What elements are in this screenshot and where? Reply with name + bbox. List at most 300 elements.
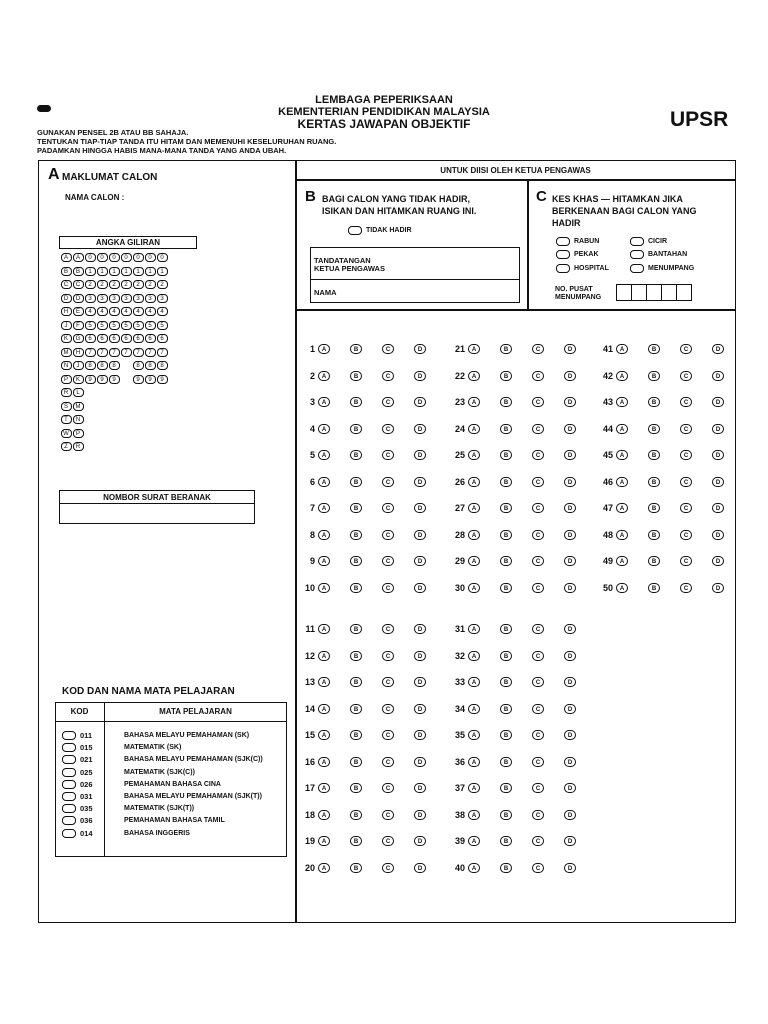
grid-bubble[interactable]: 2 (121, 280, 132, 289)
answer-bubble[interactable]: D (564, 344, 576, 354)
answer-bubble[interactable]: A (468, 704, 480, 714)
answer-bubble[interactable]: C (532, 863, 544, 873)
special-case-option[interactable] (630, 264, 694, 273)
answer-bubble[interactable]: C (382, 677, 394, 687)
subject-row[interactable] (62, 731, 249, 740)
answer-bubble[interactable]: D (414, 757, 426, 767)
answer-bubble[interactable]: A (468, 583, 480, 593)
answer-bubble[interactable]: C (382, 371, 394, 381)
answer-bubble[interactable]: D (414, 783, 426, 793)
answer-bubble[interactable]: A (318, 757, 330, 767)
grid-bubble[interactable]: P (73, 429, 84, 438)
answer-bubble[interactable]: A (616, 344, 628, 354)
grid-bubble[interactable]: 9 (97, 375, 108, 384)
answer-bubble[interactable]: B (500, 371, 512, 381)
answer-bubble[interactable]: D (414, 836, 426, 846)
answer-bubble[interactable]: B (648, 556, 660, 566)
grid-bubble[interactable]: 4 (145, 307, 156, 316)
grid-bubble[interactable]: 0 (157, 253, 168, 262)
answer-bubble[interactable]: D (414, 450, 426, 460)
answer-bubble[interactable]: B (350, 730, 362, 740)
subject-bubble[interactable] (62, 755, 76, 764)
grid-bubble[interactable]: 6 (133, 334, 144, 343)
answer-bubble[interactable]: A (616, 450, 628, 460)
answer-bubble[interactable]: D (414, 863, 426, 873)
answer-bubble[interactable]: B (350, 624, 362, 634)
answer-bubble[interactable]: C (382, 757, 394, 767)
grid-bubble[interactable]: 5 (145, 321, 156, 330)
answer-bubble[interactable]: B (350, 783, 362, 793)
grid-bubble[interactable]: 3 (133, 294, 144, 303)
grid-bubble[interactable]: C (73, 280, 84, 289)
answer-bubble[interactable]: D (564, 810, 576, 820)
special-case-bubble[interactable] (630, 264, 644, 273)
answer-bubble[interactable]: D (414, 624, 426, 634)
grid-bubble[interactable]: 6 (97, 334, 108, 343)
answer-bubble[interactable]: A (318, 344, 330, 354)
grid-bubble[interactable]: C (61, 280, 72, 289)
answer-bubble[interactable]: B (350, 344, 362, 354)
grid-bubble[interactable]: B (73, 267, 84, 276)
subject-bubble[interactable] (62, 731, 76, 740)
grid-bubble[interactable]: M (73, 402, 84, 411)
answer-bubble[interactable]: C (680, 556, 692, 566)
answer-bubble[interactable]: B (648, 477, 660, 487)
grid-bubble[interactable]: 7 (133, 348, 144, 357)
answer-bubble[interactable]: B (500, 503, 512, 513)
grid-bubble[interactable]: 9 (157, 375, 168, 384)
grid-bubble[interactable]: 9 (133, 375, 144, 384)
grid-bubble[interactable]: J (61, 321, 72, 330)
grid-bubble[interactable]: 1 (109, 267, 120, 276)
answer-bubble[interactable]: A (616, 556, 628, 566)
grid-bubble[interactable]: 7 (97, 348, 108, 357)
answer-bubble[interactable]: D (414, 730, 426, 740)
answer-bubble[interactable]: C (382, 477, 394, 487)
answer-bubble[interactable]: D (414, 503, 426, 513)
grid-bubble[interactable]: E (73, 307, 84, 316)
answer-bubble[interactable]: D (712, 450, 724, 460)
grid-bubble[interactable]: F (73, 321, 84, 330)
answer-bubble[interactable]: C (532, 624, 544, 634)
grid-bubble[interactable]: 8 (157, 361, 168, 370)
answer-bubble[interactable]: C (680, 450, 692, 460)
grid-bubble[interactable]: 8 (133, 361, 144, 370)
answer-bubble[interactable]: D (414, 477, 426, 487)
grid-bubble[interactable]: 4 (133, 307, 144, 316)
grid-bubble[interactable]: 5 (157, 321, 168, 330)
answer-bubble[interactable]: A (468, 503, 480, 513)
answer-bubble[interactable]: C (680, 583, 692, 593)
answer-bubble[interactable]: A (318, 677, 330, 687)
answer-bubble[interactable]: C (532, 344, 544, 354)
answer-bubble[interactable]: A (616, 477, 628, 487)
answer-bubble[interactable]: B (500, 530, 512, 540)
answer-bubble[interactable]: C (532, 836, 544, 846)
answer-bubble[interactable]: D (414, 397, 426, 407)
answer-bubble[interactable]: D (564, 677, 576, 687)
subject-row[interactable] (62, 804, 194, 813)
answer-bubble[interactable]: A (318, 836, 330, 846)
answer-bubble[interactable]: D (414, 556, 426, 566)
grid-bubble[interactable]: 4 (121, 307, 132, 316)
answer-bubble[interactable]: D (712, 583, 724, 593)
answer-bubble[interactable]: D (414, 704, 426, 714)
answer-bubble[interactable]: C (680, 503, 692, 513)
answer-bubble[interactable]: A (468, 651, 480, 661)
answer-bubble[interactable]: D (414, 651, 426, 661)
answer-bubble[interactable]: D (564, 424, 576, 434)
answer-bubble[interactable]: B (350, 450, 362, 460)
answer-bubble[interactable]: D (564, 624, 576, 634)
grid-bubble[interactable]: 4 (97, 307, 108, 316)
answer-bubble[interactable]: A (318, 371, 330, 381)
answer-bubble[interactable]: D (564, 704, 576, 714)
answer-bubble[interactable]: A (468, 730, 480, 740)
grid-bubble[interactable]: T (61, 415, 72, 424)
answer-bubble[interactable]: B (350, 757, 362, 767)
answer-bubble[interactable]: A (468, 450, 480, 460)
answer-bubble[interactable]: A (318, 424, 330, 434)
answer-bubble[interactable]: B (648, 397, 660, 407)
answer-bubble[interactable]: B (648, 583, 660, 593)
grid-bubble[interactable]: 5 (133, 321, 144, 330)
answer-bubble[interactable]: C (532, 556, 544, 566)
answer-bubble[interactable]: B (500, 730, 512, 740)
answer-bubble[interactable]: C (680, 344, 692, 354)
answer-bubble[interactable]: B (350, 503, 362, 513)
answer-bubble[interactable]: D (414, 530, 426, 540)
answer-bubble[interactable]: B (350, 477, 362, 487)
answer-bubble[interactable]: D (414, 344, 426, 354)
subject-bubble[interactable] (62, 780, 76, 789)
answer-bubble[interactable]: C (382, 450, 394, 460)
answer-bubble[interactable]: A (616, 424, 628, 434)
grid-bubble[interactable]: 2 (133, 280, 144, 289)
answer-bubble[interactable]: C (532, 677, 544, 687)
answer-bubble[interactable]: B (500, 424, 512, 434)
special-case-bubble[interactable] (630, 250, 644, 259)
answer-bubble[interactable]: B (500, 556, 512, 566)
answer-bubble[interactable]: C (382, 783, 394, 793)
answer-bubble[interactable]: C (532, 503, 544, 513)
grid-bubble[interactable]: W (61, 429, 72, 438)
answer-bubble[interactable]: C (532, 424, 544, 434)
answer-bubble[interactable]: A (468, 836, 480, 846)
special-case-bubble[interactable] (556, 264, 570, 273)
grid-bubble[interactable]: 1 (121, 267, 132, 276)
grid-bubble[interactable]: 8 (145, 361, 156, 370)
grid-bubble[interactable]: J (73, 361, 84, 370)
grid-bubble[interactable]: G (73, 334, 84, 343)
answer-bubble[interactable]: C (382, 556, 394, 566)
answer-bubble[interactable]: C (382, 424, 394, 434)
grid-bubble[interactable]: N (61, 361, 72, 370)
answer-bubble[interactable]: D (414, 677, 426, 687)
answer-bubble[interactable]: C (532, 477, 544, 487)
grid-bubble[interactable]: 8 (109, 361, 120, 370)
grid-bubble[interactable]: D (61, 294, 72, 303)
answer-bubble[interactable]: A (468, 397, 480, 407)
grid-bubble[interactable]: M (61, 348, 72, 357)
answer-bubble[interactable]: A (616, 503, 628, 513)
answer-bubble[interactable]: C (532, 783, 544, 793)
answer-bubble[interactable]: C (680, 424, 692, 434)
answer-bubble[interactable]: A (318, 783, 330, 793)
answer-bubble[interactable]: D (712, 344, 724, 354)
grid-bubble[interactable]: 1 (145, 267, 156, 276)
answer-bubble[interactable]: B (648, 424, 660, 434)
answer-bubble[interactable]: C (382, 836, 394, 846)
answer-bubble[interactable]: C (382, 530, 394, 540)
answer-bubble[interactable]: D (564, 397, 576, 407)
grid-bubble[interactable]: 7 (121, 348, 132, 357)
answer-bubble[interactable]: C (680, 397, 692, 407)
grid-bubble[interactable]: 0 (97, 253, 108, 262)
answer-bubble[interactable]: A (318, 477, 330, 487)
answer-bubble[interactable]: B (648, 530, 660, 540)
grid-bubble[interactable]: 9 (145, 375, 156, 384)
special-case-option[interactable] (630, 237, 667, 246)
special-case-option[interactable] (556, 264, 609, 273)
grid-bubble[interactable]: 1 (85, 267, 96, 276)
grid-bubble[interactable]: 1 (133, 267, 144, 276)
answer-bubble[interactable]: D (564, 783, 576, 793)
answer-bubble[interactable]: C (382, 810, 394, 820)
answer-bubble[interactable]: C (382, 344, 394, 354)
grid-bubble[interactable]: 5 (97, 321, 108, 330)
answer-bubble[interactable]: B (500, 757, 512, 767)
answer-bubble[interactable]: D (564, 477, 576, 487)
grid-bubble[interactable]: 3 (121, 294, 132, 303)
answer-bubble[interactable]: B (648, 503, 660, 513)
answer-bubble[interactable]: B (500, 624, 512, 634)
answer-bubble[interactable]: A (468, 556, 480, 566)
grid-bubble[interactable]: D (73, 294, 84, 303)
answer-bubble[interactable]: B (500, 863, 512, 873)
answer-bubble[interactable]: B (500, 704, 512, 714)
absent-option[interactable] (348, 226, 412, 235)
answer-bubble[interactable]: D (564, 651, 576, 661)
grid-bubble[interactable]: 7 (109, 348, 120, 357)
grid-bubble[interactable]: H (73, 348, 84, 357)
answer-bubble[interactable]: D (414, 371, 426, 381)
answer-bubble[interactable]: C (532, 397, 544, 407)
answer-bubble[interactable]: D (564, 450, 576, 460)
answer-bubble[interactable]: D (712, 556, 724, 566)
answer-bubble[interactable]: A (468, 344, 480, 354)
grid-bubble[interactable]: 3 (97, 294, 108, 303)
answer-bubble[interactable]: B (500, 397, 512, 407)
answer-bubble[interactable]: C (382, 730, 394, 740)
special-case-option[interactable] (556, 237, 599, 246)
answer-bubble[interactable]: A (468, 783, 480, 793)
grid-bubble[interactable]: Z (61, 442, 72, 451)
grid-bubble[interactable]: B (61, 267, 72, 276)
grid-bubble[interactable]: 3 (145, 294, 156, 303)
grid-bubble[interactable]: 7 (157, 348, 168, 357)
answer-bubble[interactable]: D (564, 371, 576, 381)
answer-bubble[interactable]: A (318, 863, 330, 873)
answer-bubble[interactable]: A (616, 583, 628, 593)
answer-bubble[interactable]: A (318, 450, 330, 460)
answer-bubble[interactable]: C (532, 450, 544, 460)
subject-row[interactable] (62, 816, 225, 825)
answer-bubble[interactable]: A (616, 397, 628, 407)
answer-bubble[interactable]: A (468, 757, 480, 767)
grid-bubble[interactable]: 4 (109, 307, 120, 316)
centre-number-boxes[interactable] (616, 284, 692, 301)
answer-bubble[interactable]: B (350, 583, 362, 593)
answer-bubble[interactable]: C (532, 530, 544, 540)
absent-bubble[interactable] (348, 226, 362, 235)
answer-bubble[interactable]: D (564, 730, 576, 740)
answer-bubble[interactable]: A (318, 651, 330, 661)
special-case-option[interactable] (630, 250, 687, 259)
answer-bubble[interactable]: D (712, 371, 724, 381)
answer-bubble[interactable]: B (500, 810, 512, 820)
subject-bubble[interactable] (62, 829, 76, 838)
grid-bubble[interactable]: 4 (85, 307, 96, 316)
answer-bubble[interactable]: C (532, 583, 544, 593)
answer-bubble[interactable]: A (468, 624, 480, 634)
answer-bubble[interactable]: D (414, 583, 426, 593)
answer-bubble[interactable]: D (564, 530, 576, 540)
grid-bubble[interactable]: 3 (109, 294, 120, 303)
grid-bubble[interactable]: 5 (85, 321, 96, 330)
answer-bubble[interactable]: A (318, 810, 330, 820)
answer-bubble[interactable]: A (318, 556, 330, 566)
grid-bubble[interactable]: S (61, 402, 72, 411)
answer-bubble[interactable]: B (648, 371, 660, 381)
answer-bubble[interactable]: B (500, 651, 512, 661)
grid-bubble[interactable]: A (73, 253, 84, 262)
subject-row[interactable] (62, 792, 262, 801)
answer-bubble[interactable]: B (350, 836, 362, 846)
answer-bubble[interactable]: A (318, 624, 330, 634)
answer-bubble[interactable]: A (468, 863, 480, 873)
answer-bubble[interactable]: D (564, 583, 576, 593)
grid-bubble[interactable]: 6 (121, 334, 132, 343)
special-case-bubble[interactable] (556, 237, 570, 246)
answer-bubble[interactable]: B (500, 583, 512, 593)
answer-bubble[interactable]: D (414, 424, 426, 434)
subject-bubble[interactable] (62, 816, 76, 825)
answer-bubble[interactable]: C (382, 624, 394, 634)
answer-bubble[interactable]: D (564, 863, 576, 873)
answer-bubble[interactable]: C (382, 704, 394, 714)
answer-bubble[interactable]: D (712, 424, 724, 434)
subject-row[interactable] (62, 768, 195, 777)
answer-bubble[interactable]: A (468, 424, 480, 434)
answer-bubble[interactable]: B (648, 450, 660, 460)
answer-bubble[interactable]: C (382, 583, 394, 593)
answer-bubble[interactable]: D (414, 810, 426, 820)
answer-bubble[interactable]: C (532, 810, 544, 820)
answer-bubble[interactable]: C (532, 651, 544, 661)
grid-bubble[interactable]: 2 (109, 280, 120, 289)
answer-bubble[interactable]: D (564, 556, 576, 566)
answer-bubble[interactable]: B (500, 477, 512, 487)
answer-bubble[interactable]: C (532, 730, 544, 740)
answer-bubble[interactable]: C (382, 397, 394, 407)
grid-bubble[interactable]: P (61, 375, 72, 384)
answer-bubble[interactable]: C (382, 651, 394, 661)
grid-bubble[interactable]: 4 (157, 307, 168, 316)
answer-bubble[interactable]: B (350, 651, 362, 661)
grid-bubble[interactable]: 6 (157, 334, 168, 343)
grid-bubble[interactable]: 0 (109, 253, 120, 262)
answer-bubble[interactable]: C (680, 477, 692, 487)
grid-bubble[interactable]: R (73, 442, 84, 451)
answer-bubble[interactable]: B (350, 810, 362, 820)
answer-bubble[interactable]: B (648, 344, 660, 354)
answer-bubble[interactable]: B (500, 783, 512, 793)
special-case-option[interactable] (556, 250, 599, 259)
grid-bubble[interactable]: 7 (85, 348, 96, 357)
grid-bubble[interactable]: 6 (109, 334, 120, 343)
answer-bubble[interactable]: C (532, 371, 544, 381)
grid-bubble[interactable]: 7 (145, 348, 156, 357)
answer-bubble[interactable]: B (350, 556, 362, 566)
answer-bubble[interactable]: B (350, 704, 362, 714)
grid-bubble[interactable]: 8 (97, 361, 108, 370)
answer-bubble[interactable]: B (350, 530, 362, 540)
answer-bubble[interactable]: A (468, 477, 480, 487)
answer-bubble[interactable]: A (468, 677, 480, 687)
answer-bubble[interactable]: A (318, 730, 330, 740)
answer-bubble[interactable]: C (532, 704, 544, 714)
grid-bubble[interactable]: 0 (145, 253, 156, 262)
answer-bubble[interactable]: D (712, 530, 724, 540)
grid-bubble[interactable]: 8 (85, 361, 96, 370)
grid-bubble[interactable]: A (61, 253, 72, 262)
answer-bubble[interactable]: C (382, 503, 394, 513)
subject-bubble[interactable] (62, 743, 76, 752)
answer-bubble[interactable]: C (382, 863, 394, 873)
grid-bubble[interactable]: 2 (97, 280, 108, 289)
grid-bubble[interactable]: 5 (121, 321, 132, 330)
answer-bubble[interactable]: B (500, 836, 512, 846)
subject-row[interactable] (62, 829, 190, 838)
answer-bubble[interactable]: D (712, 397, 724, 407)
grid-bubble[interactable]: 6 (145, 334, 156, 343)
grid-bubble[interactable]: 9 (109, 375, 120, 384)
answer-bubble[interactable]: B (350, 677, 362, 687)
grid-bubble[interactable]: K (61, 334, 72, 343)
answer-bubble[interactable]: D (564, 503, 576, 513)
subject-bubble[interactable] (62, 804, 76, 813)
answer-bubble[interactable]: A (318, 583, 330, 593)
subject-bubble[interactable] (62, 768, 76, 777)
answer-bubble[interactable]: B (350, 397, 362, 407)
answer-bubble[interactable]: A (468, 371, 480, 381)
answer-bubble[interactable]: B (500, 344, 512, 354)
answer-bubble[interactable]: A (318, 704, 330, 714)
answer-bubble[interactable]: C (532, 757, 544, 767)
answer-bubble[interactable]: C (680, 371, 692, 381)
subject-bubble[interactable] (62, 792, 76, 801)
grid-bubble[interactable]: 3 (85, 294, 96, 303)
answer-bubble[interactable]: A (318, 397, 330, 407)
answer-bubble[interactable]: A (616, 530, 628, 540)
answer-bubble[interactable]: D (712, 503, 724, 513)
answer-bubble[interactable]: D (564, 757, 576, 767)
answer-bubble[interactable]: D (564, 836, 576, 846)
grid-bubble[interactable]: 9 (85, 375, 96, 384)
special-case-bubble[interactable] (556, 250, 570, 259)
subject-row[interactable] (62, 755, 263, 764)
